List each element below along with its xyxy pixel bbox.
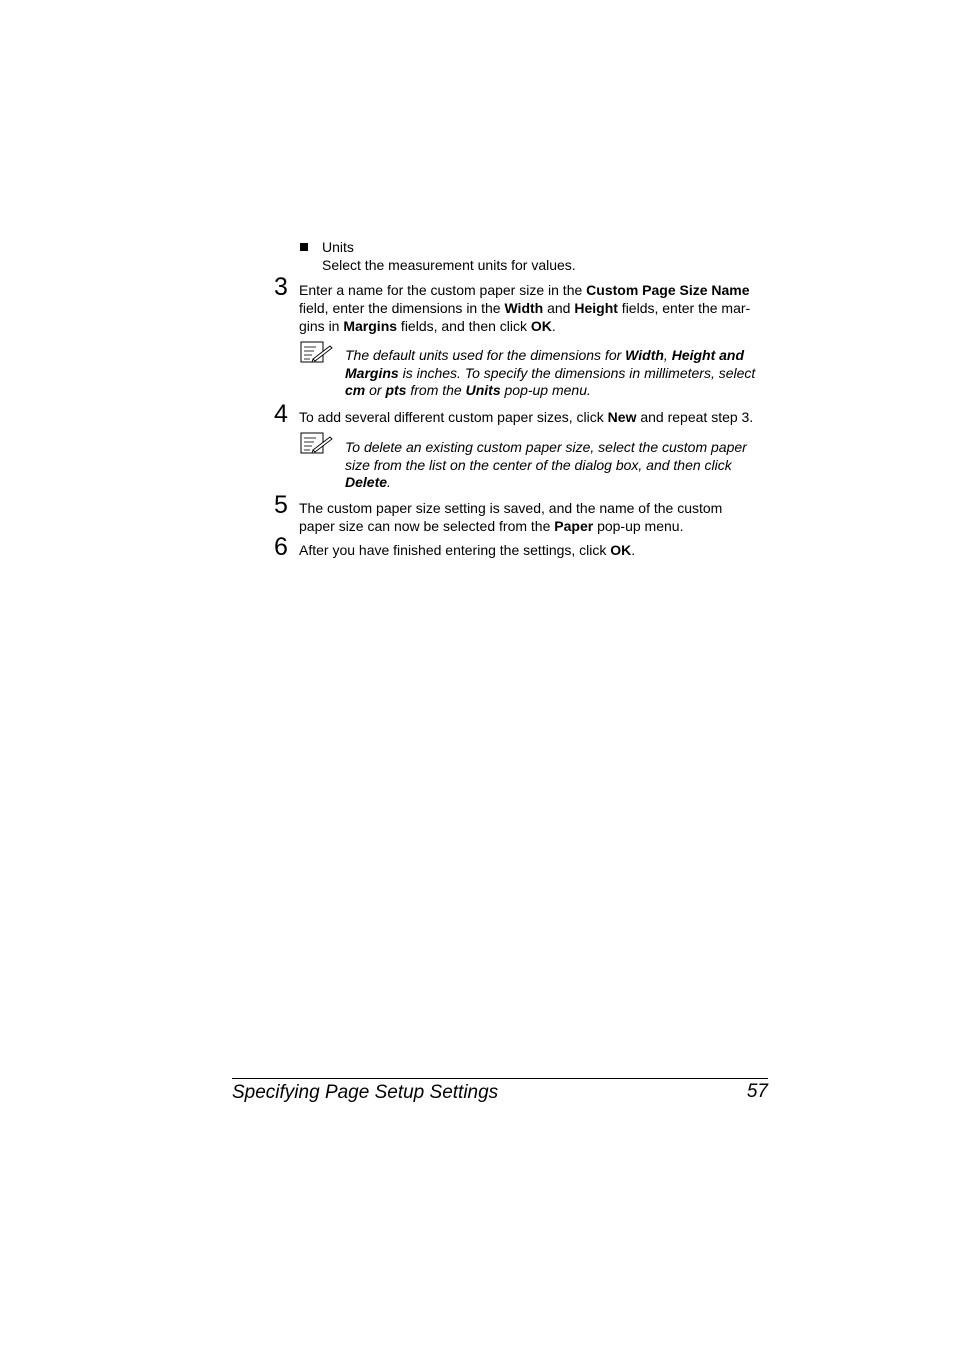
- step-text: [299, 499, 774, 535]
- page-number: 57: [746, 1081, 768, 1102]
- note-pencil-icon: [300, 341, 334, 365]
- step-text: [299, 408, 774, 426]
- step-number: 5: [274, 491, 288, 519]
- step-text: [299, 281, 774, 335]
- note-line: The default units used for the dimensions for Width, Height and: [345, 347, 745, 363]
- square-bullet-icon: [300, 243, 308, 251]
- bullet-description: Select the measurement units for values.: [322, 257, 576, 273]
- note-line: Margins is inches. To specify the dimensions in millimeters, select: [345, 364, 756, 381]
- step-line: paper size can now be selected from the Paper pop-up menu.: [299, 518, 684, 534]
- footer-divider: [232, 1078, 768, 1079]
- note-line: To delete an existing custom paper size, select the custom paper: [345, 439, 747, 455]
- note-pencil-icon: [300, 432, 334, 456]
- step-number: 4: [274, 400, 288, 428]
- step-line: field, enter the dimensions in the Width and Height fields, enter the mar-: [299, 300, 751, 316]
- footer-section-title: Specifying Page Setup Settings: [232, 1082, 499, 1103]
- step-number: 3: [274, 273, 288, 301]
- bullet-title: Units: [322, 239, 354, 255]
- step-line: gins in Margins fields, and then click OK.: [299, 318, 556, 334]
- step-line: Enter a name for the custom paper size in the Custom Page Size Name: [299, 282, 750, 298]
- note-text: [345, 347, 775, 400]
- note-line: Delete.: [345, 474, 391, 490]
- step-line: After you have finished entering the settings, click OK.: [299, 542, 636, 558]
- step-line: To add several different custom paper sizes, click New and repeat step 3.: [299, 409, 754, 425]
- step-line: The custom paper size setting is saved, and the name of the custom: [299, 500, 723, 516]
- step-text: [299, 541, 774, 559]
- note-line: size from the list on the center of the dialog box, and then click: [345, 456, 732, 473]
- note-line: cm or pts from the Units pop-up menu.: [345, 382, 591, 398]
- step-number: 6: [274, 533, 288, 561]
- note-text: [345, 439, 775, 492]
